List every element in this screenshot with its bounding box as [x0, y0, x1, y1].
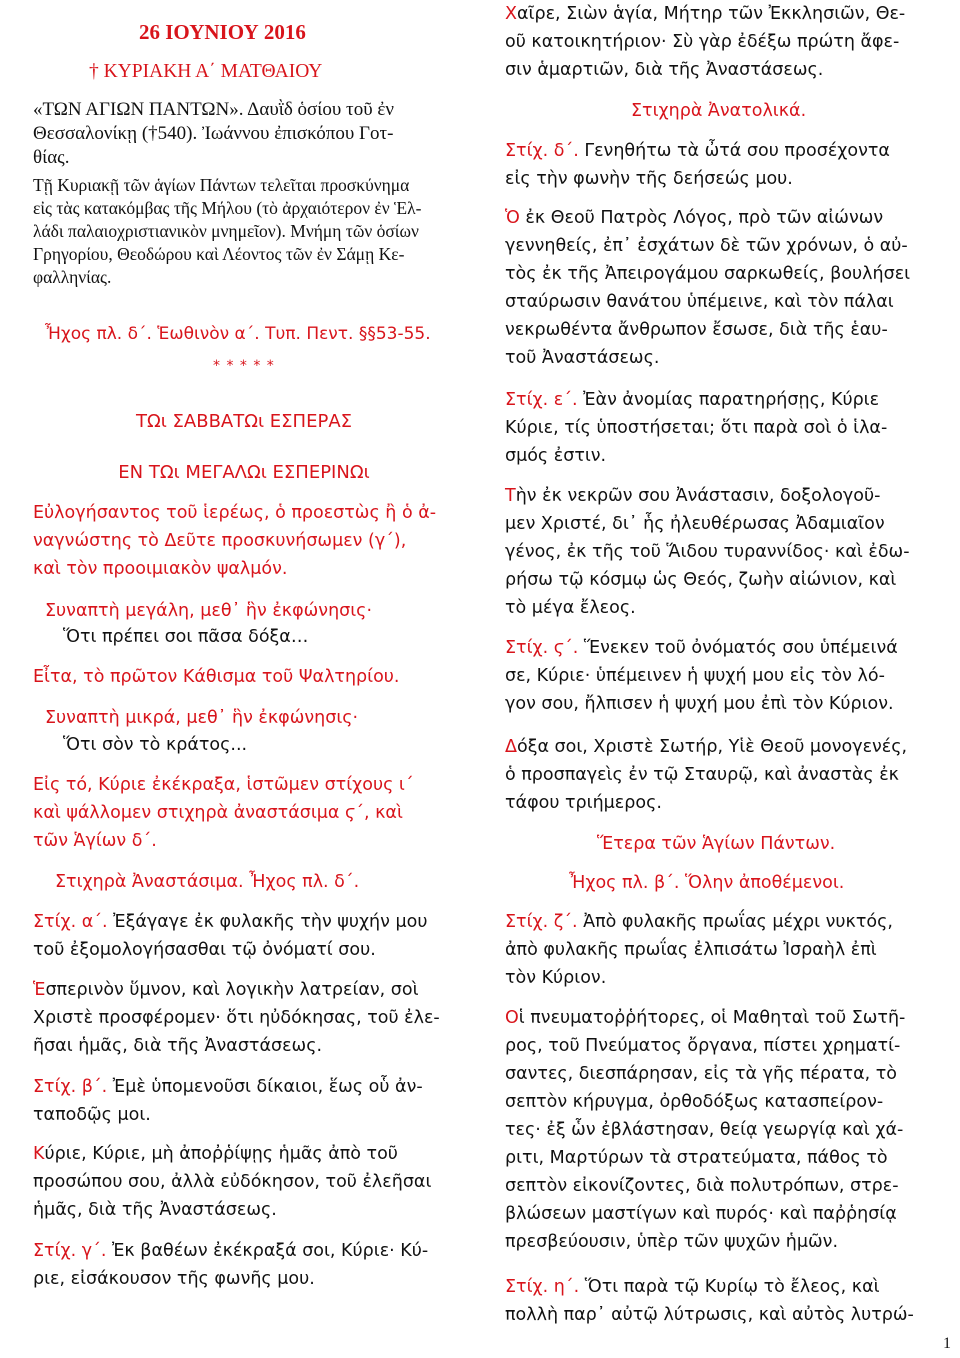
hymn-line: σεπτὸν κήρυγμα, ὀρθοδόξως κατασπείρον-: [505, 1092, 884, 1112]
hymn-zion: [505, 0, 957, 84]
feast-line: Θεσσαλονίκῃ (†540). Ἰωάννου ἐπισκόπου Γοτ-: [33, 123, 394, 144]
verse-text: τοῦ ἐξομολογήσασθαι τῷ ὀνόματί σου.: [33, 940, 376, 960]
hymn-line: σιν ἁμαρτιῶν, διὰ τῆς Ἀναστάσεως.: [505, 60, 824, 80]
verse-label: Στίχ. ϛ΄.: [505, 638, 579, 658]
verse-label: Στίχ. ε΄.: [505, 390, 578, 410]
hymn-line: ῆσαι ἡμᾶς, διὰ τῆς Ἀναστάσεως.: [33, 1036, 323, 1056]
verse-label: Στίχ. β΄.: [33, 1077, 108, 1097]
verse-text: ριε, εἰσάκουσον τῆς φωνῆς μου.: [33, 1269, 315, 1289]
verse-label: Στίχ. α΄.: [33, 912, 108, 932]
lord-i-call-rubric: [33, 771, 455, 855]
hymn-line: ρος, τοῦ Πνεύματος ὄργανα, πίστει χρηματί-: [505, 1036, 901, 1056]
verse-text: Ἐὰν ἀνομίας παρατηρήσῃς, Κύριε: [577, 390, 880, 410]
verse-text: ἀπὸ φυλακῆς πρωΐας ἐλπισάτω Ἰσραὴλ ἐπὶ: [505, 940, 877, 960]
hymn-line: σπερινὸν ὕμνον, καὶ λογικὴν λατρείαν, σοὶ: [45, 980, 419, 1000]
note-line: Τῇ Κυριακῇ τῶν ἁγίων Πάντων τελεῖται προσκύνημα: [33, 175, 410, 195]
anatolika-title: Στιχηρὰ Ἀνατολικά.: [631, 101, 807, 121]
exclamation-glory: Ὅτι πρέπει σοι πᾶσα δόξα…: [63, 627, 309, 647]
doxa-hymn: [505, 733, 957, 817]
verse-e: [505, 386, 957, 470]
hymn-line: όξα σοι, Χριστὲ Σωτήρ, Υἱὲ Θεοῦ μονογενές,: [516, 737, 908, 757]
rubric-line: τῶν Ἁγίων δ΄.: [33, 831, 157, 851]
verse-a: [33, 908, 455, 964]
great-vespers-heading: ΕΝ ΤΩι ΜΕΓΑΛΩι ΕΣΠΕΡΙΝΩι: [118, 462, 370, 483]
verse-label: Στίχ. δ΄.: [505, 141, 579, 161]
rubric-line: καὶ τὸν προοιμιακὸν ψαλμόν.: [33, 559, 288, 579]
note-line: Γρηγορίου, Θεοδώρου καὶ Λέοντος τῶν ἐν Σάμῃ Κε-: [33, 244, 405, 264]
hymn-word: [505, 204, 957, 372]
date-heading: 26 ΙΟΥΝΙΟΥ 2016: [139, 20, 306, 44]
hymn-line: πρεσβεύουσιν, ὑπὲρ τῶν ψυχῶν ἡμῶν.: [505, 1232, 839, 1252]
hymn-line: σεπτὸν εἰκονίζοντες, διὰ πολυτρόπων, στρε-: [505, 1176, 899, 1196]
verse-f: [505, 634, 957, 718]
feast-line: «ΤΩΝ ΑΓΙΩΝ ΠΑΝΤΩΝ». Δαυῒδ ὁσίου τοῦ ἐν: [33, 99, 394, 120]
hymn-line: τοῦ Ἀναστάσεως.: [505, 348, 660, 368]
hymn-line: γένος, ἐκ τῆς τοῦ Ἅιδου τυραννίδος· καὶ ἐδω-: [505, 542, 910, 562]
verse-d: [505, 137, 957, 193]
hymn-line: σαντες, διεσπάρησαν, εἰς τὰ γῆς πέρατα, τὸ: [505, 1064, 897, 1084]
hymn-resurrection: [505, 482, 957, 622]
verse-label: Στίχ. η΄.: [505, 1277, 580, 1297]
commemoration-note: [33, 174, 455, 289]
rubric-line: καὶ ψάλλομεν στιχηρὰ ἀναστάσιμα ϛ΄, καὶ: [33, 803, 403, 823]
verse-text: Ἐξάγαγε ἐκ φυλακῆς τὴν ψυχήν μου: [107, 912, 428, 932]
hymn-line: τὸ μέγα ἔλεος.: [505, 598, 636, 618]
sunday-heading: † ΚΥΡΙΑΚΗ Α΄ ΜΑΤΘΑΙΟΥ: [89, 61, 323, 82]
hymn-line: ἱ πνευματοῤῥήτορες, οἱ Μαθηταὶ τοῦ Σωτῆ-: [518, 1008, 906, 1028]
vespers-heading: ΤΩι ΣΑΒΒΑΤΩι ΕΣΠΕΡΑΣ: [135, 411, 353, 432]
verse-label: Στίχ. γ΄.: [33, 1241, 107, 1261]
verse-text: σε, Κύριε· ὑπέμεινεν ἡ ψυχή μου εἰς τὸν λό-: [505, 666, 885, 686]
rubric-line: ναγνώστης τὸ Δεῦτε προσκυνήσωμεν (γ΄),: [33, 531, 407, 551]
rubric-line: Εὐλογήσαντος τοῦ ἱερέως, ὁ προεστὼς ἢ ὁ ἀ-: [33, 503, 437, 523]
initial-letter: Δ: [505, 737, 517, 757]
verse-text: Γενηθήτω τὰ ὦτά σου προσέχοντα: [578, 141, 890, 161]
hymn-line: γεννηθείς, ἐπ᾽ ἐσχάτων δὲ τῶν χρόνων, ὁ αὐ-: [505, 236, 908, 256]
verse-text: γον σου, ἤλπισεν ἡ ψυχή μου ἐπὶ τὸν Κύριον.: [505, 694, 894, 714]
verse-text: πολλὴ παρ᾽ αὐτῷ λύτρωσις, καὶ αὐτὸς λυτρώ-: [505, 1305, 914, 1325]
hymn-line: Χριστὲ προσφέρομεν· ὅτι ηὐδόκησας, τοῦ ἐλε-: [33, 1008, 440, 1028]
hymn-line: νεκρωθέντα ἄνθρωπον ἔσωσε, διὰ τῆς ἑαυ-: [505, 320, 888, 340]
hymn-line: ρήσω τῷ κόσμῳ ὡς Θεός, ζωὴν αἰώνιον, καὶ: [505, 570, 897, 590]
hymn-line: ύριε, Κύριε, μὴ ἀποῤῥίψῃς ἡμᾶς ἀπὸ τοῦ: [44, 1144, 398, 1164]
initial-letter: Ἑ: [33, 980, 46, 1000]
verse-text: Ὅτι παρὰ τῷ Κυρίῳ τὸ ἔλεος, καὶ: [579, 1277, 880, 1297]
feast-block: [33, 98, 455, 170]
note-line: λάδι παλαιοχριστιανικὸν μνημεῖον). Μνήμη τῶν ὁσίων: [33, 221, 419, 241]
initial-letter: Ὁ: [505, 208, 520, 228]
hymn-line: ἐκ Θεοῦ Πατρὸς Λόγος, πρὸ τῶν αἰώνων: [519, 208, 884, 228]
great-litany-rubric: Συναπτὴ μεγάλη, μεθ᾽ ἣν ἐκφώνησις·: [45, 601, 373, 621]
stars-divider: * * * * *: [213, 358, 275, 374]
hymn-line: μεν Χριστέ, δι᾽ ἧς ἠλευθέρωσας Ἀδαμιαῖον: [505, 514, 885, 534]
initial-letter: Χ: [505, 4, 517, 24]
verse-text: Ἕνεκεν τοῦ ὀνόματός σου ὑπέμεινά: [578, 638, 898, 658]
hymn-lord: [33, 1140, 455, 1224]
note-line: εἰς τὰς κατακόμβας τῆς Μήλου (τὸ ἀρχαιότερον ἐν Ἑλ-: [33, 198, 422, 218]
hymn-line: τὸς ἐκ τῆς Ἀπειρογάμου σαρκωθείς, βουλήσει: [505, 264, 911, 284]
hymn-line: βλώσεων μαστίγων καὶ πυρός· καὶ παῤῥησίᾳ: [505, 1204, 897, 1224]
verse-text: τὸν Κύριον.: [505, 968, 607, 988]
verse-text: Κύριε, τίς ὑποστήσεται; ὅτι παρὰ σοὶ ὁ ἱλα-: [505, 418, 888, 438]
hymn-line: σταύρωσιν θανάτου ὑπέμεινε, καὶ τὸν πάλαι: [505, 292, 894, 312]
hymn-line: τάφου τριήμερος.: [505, 793, 662, 813]
initial-letter: Τ: [505, 486, 516, 506]
other-saints-title: Ἕτερα τῶν Ἁγίων Πάντων.: [597, 834, 836, 854]
verse-text: Ἐκ βαθέων ἐκέκραξά σοι, Κύριε· Κύ-: [106, 1241, 429, 1261]
verse-text: εἰς τὴν φωνὴν τῆς δεήσεώς μου.: [505, 169, 793, 189]
verse-h: [505, 1273, 957, 1329]
blessing-rubric: [33, 499, 455, 583]
tone-line: Ἦχος πλ. δ΄. Ἑωθινὸν α΄. Τυπ. Πεντ. §§53-55.: [45, 324, 431, 344]
hymn-line: ριτι, Μαρτύρων τὰ στρατεύματα, πάθος τὸ: [505, 1148, 888, 1168]
kathisma-rubric: Εἶτα, τὸ πρῶτον Κάθισμα τοῦ Ψαλτηρίου.: [33, 667, 400, 687]
small-litany-rubric: Συναπτὴ μικρά, μεθ᾽ ἣν ἐκφώνησις·: [45, 708, 359, 728]
hymn-evening: [33, 976, 455, 1060]
hymn-line: προσώπου σου, ἀλλὰ εὐδόκησον, τοῦ ἐλεῆσαι: [33, 1172, 432, 1192]
hymn-line: ὁ προσπαγεὶς ἐν τῷ Σταυρῷ, καὶ ἀναστὰς ἐκ: [505, 765, 899, 785]
hymn-line: ἡμᾶς, διὰ τῆς Ἀναστάσεως.: [33, 1200, 277, 1220]
feast-line: θίας.: [33, 147, 70, 168]
verse-text: Ἀπὸ φυλακῆς πρωΐας μέχρι νυκτός,: [577, 912, 893, 932]
verse-g: [505, 908, 957, 992]
page-number: 1: [943, 1335, 951, 1352]
hymn-apostles: [505, 1004, 957, 1256]
hymn-line: οῦ κατοικητήριον· Σὺ γὰρ ἐδέξω πρώτη ἄφε-: [505, 32, 900, 52]
verse-label: Στίχ. ζ΄.: [505, 912, 578, 932]
note-line: φαλληνίας.: [33, 267, 112, 287]
exclamation-dominion: Ὅτι σὸν τὸ κράτος...: [63, 735, 248, 755]
hymn-line: αῖρε, Σιὼν ἁγία, Μήτηρ τῶν Ἐκκλησιῶν, Θε-: [517, 4, 906, 24]
hymn-line: τες· ἐξ ὧν ἐβλάστησαν, θείᾳ γεωργίᾳ καὶ χά-: [505, 1120, 904, 1140]
initial-letter: Ο: [505, 1008, 519, 1028]
verse-text: Ἐμὲ ὑπομενοῦσι δίκαιοι, ἕως οὗ ἀν-: [107, 1077, 423, 1097]
verse-text: ταποδῷς μοι.: [33, 1105, 151, 1125]
hymn-line: ὴν ἐκ νεκρῶν σου Ἀνάστασιν, δοξολογοῦ-: [515, 486, 881, 506]
rubric-line: Εἰς τό, Κύριε ἐκέκραξα, ἱστῶμεν στίχους ι΄: [33, 775, 414, 795]
verse-b: [33, 1073, 455, 1129]
tone-two-title: Ἦχος πλ. β΄. Ὅλην ἀποθέμενοι.: [569, 873, 845, 893]
stichera-title: Στιχηρὰ Ἀναστάσιμα. Ἦχος πλ. δ΄.: [55, 872, 360, 892]
verse-c: [33, 1237, 455, 1293]
verse-text: σμός ἐστιν.: [505, 446, 607, 466]
initial-letter: Κ: [33, 1144, 45, 1164]
